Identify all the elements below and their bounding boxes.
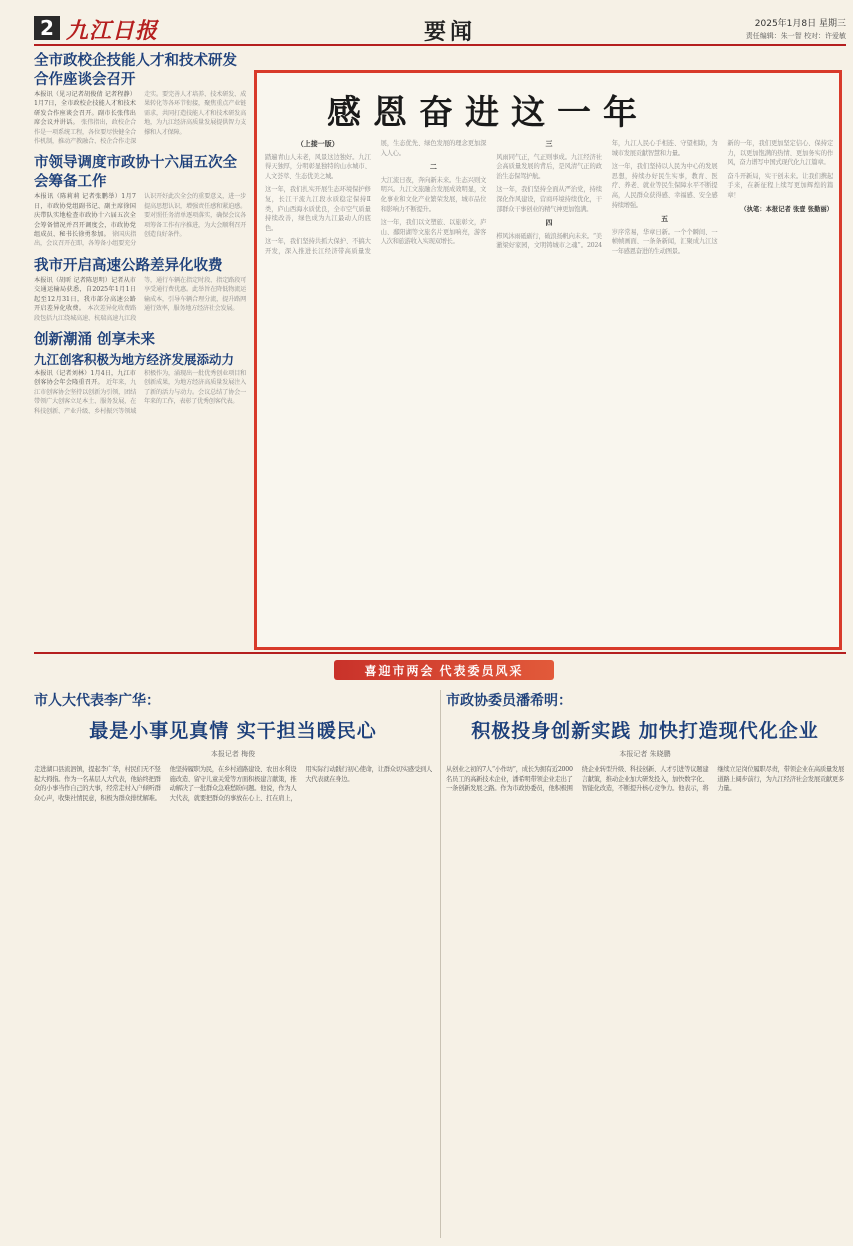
- feature-paragraph: 新的一年，我们更加坚定信心、保持定力，以更加饱满的热情、更加务实的作风，奋力谱写中国式现代化九江篇章。: [727, 140, 833, 167]
- feature-paragraph: 踏遍青山人未老，风景这边独好。九江得天独厚，分明彰显独特的山水城市、人文荟萃、生态优美之城。: [265, 153, 371, 180]
- column-divider: [440, 690, 441, 1238]
- profile-body: 从创业之初的7人“小作坊”，成长为拥有近2000名员工的高新技术企业，潘希明带领企业走出了一条创新发展之路。作为市政协委员，他积极围绕企业转型升级、科技创新、人才引进等议题建言献策，推动企业加大研发投入，加快数字化、智能化改造，不断提升核心竞争力。他表示，将继续立足岗位履职尽责，带领企业在高质量发展道路上阔步前行，为九江经济社会发展贡献更多力量。: [446, 766, 844, 793]
- news-story: [34, 52, 246, 146]
- story-body: [34, 276, 246, 323]
- feature-paragraph: 栉风沐雨砥砺行，破浪扬帆向未来。“美澈梁好家园，文明铸城市之魂”。2024年，九江人民心手相连、守望相助，为城市发展贡献智慧和力量。: [496, 140, 718, 250]
- author-credit: （执笔：本报记者 张壹 张勤丽）: [740, 205, 833, 213]
- story-text: 本次差异化收费路段包括九江绕城高速、杭瑞高速九江段等，通行车辆在指定时段、指定路段可享受通行费优惠。此举旨在降低物流运输成本，引导车辆合理分流，提升路网通行效率，服务地方经济社会发展。: [34, 276, 246, 322]
- left-news-column: [34, 52, 246, 752]
- news-story: [34, 154, 246, 248]
- feature-paragraph: 这一年，我们扎实开展生态环境保护修复，长江干流九江段水质稳定保持Ⅱ类，庐山西海水质优良，全市空气质量持续改善，绿色成为九江最动人的底色。: [265, 186, 371, 232]
- feature-article: [254, 70, 842, 650]
- profile-headline[interactable]: 积极投身创新实践 加快打造现代化企业: [471, 720, 819, 742]
- paper-name: 九江日报: [66, 18, 159, 44]
- profile-byline: 本报记者 朱晓鹏: [619, 750, 671, 758]
- profile-body: 走进湖口县流泗镇，提起李广华，村民们无不竖起大拇指。作为一名基层人大代表，他始终把群众的小事当作自己的大事，经常走村入户倾听群众心声，收集社情民意，积极为群众排忧解难。他坚持履职为民，在乡村道路建设、农田水利设施改造、留守儿童关爱等方面积极建言献策，推动解决了一批群众急难愁盼问题。他说，作为人大代表，就要把群众的事放在心上、扛在肩上，用实际行动践行初心使命，让群众切实感受到人大代表就在身边。: [34, 766, 432, 802]
- masthead: [34, 14, 846, 46]
- banner-right-text: 代表委员风采: [439, 664, 524, 678]
- story-lead: 本报讯（见习记者胡俊倩 记者程静）1月7日，全市政校企技能人才和技术研发合作座谈会召开。副市长张伟出席会议并讲话。: [34, 91, 136, 127]
- feature-paragraph: 风雨同气正，气正则事成。九江经济社会高质量发展的背后，是风清气正的政治生态保驾护航。: [496, 153, 602, 180]
- feature-paragraph: 大江流日夜，奔向新未来。生态兴则文明兴。九江文旅融合发展成效明显，文化事业和文化产业繁荣发展，城市品位和影响力不断提升。: [380, 176, 487, 213]
- deputy-profile-left: [34, 690, 432, 1240]
- story-body: [34, 192, 246, 248]
- feature-paragraph: 这一年，我们以文塑旅、以旅彰文，庐山、鄱阳湖等文旅名片更加响亮，游客人次和旅游收入实现双增长。: [380, 219, 487, 246]
- feature-paragraph: 这一年，我们坚持共抓大保护、不搞大开发，深入推进长江经济带高质量发展，生态优先、绿色发展的理念更加深入人心。: [265, 140, 487, 255]
- issue-date: 2025年1月8日 星期三: [754, 19, 846, 29]
- story-headline[interactable]: 全市政校企技能人才和技术研发合作座谈会召开: [34, 53, 237, 88]
- profile-byline: 本报记者 梅俊: [210, 750, 256, 758]
- story-body: [34, 90, 246, 146]
- story-subheadline: 九江创客积极为地方经济发展添动力: [34, 351, 235, 367]
- news-story: [34, 331, 246, 416]
- section-marker: 四: [545, 218, 553, 228]
- story-lead: 本报讯（记者刘林）1月4日，九江市创客协会年会隆重召开。: [34, 369, 136, 387]
- page-number: 2: [34, 16, 60, 40]
- story-text: 近年来，九江市创客协会坚持以创新为引领，团结带领广大创客立足本土、服务发展，在科技创新、产业升级、乡村振兴等领域积极作为，涌现出一批优秀创业项目和创新成果，为地方经济高质量发展注入了新的活力与动力。会议总结了协会一年来的工作，表彰了优秀创客代表。: [34, 369, 246, 415]
- dateline: [746, 16, 846, 41]
- section-marker: 五: [661, 214, 669, 224]
- profile-kicker: 市政协委员潘希明：: [446, 693, 572, 709]
- deputy-profile-right: [446, 690, 844, 1240]
- story-text: 张伟指出，政校企合作是一项系统工程，各位要尽快健全合作机制，推动产教融合、校企合作走深走实。要完善人才培养、技术研发、成果转化等各环节衔接，聚焦重点产业链需求，共同打造技能人才和技术研发高地，为九江经济高质量发展提供智力支撑和人才保障。: [34, 91, 246, 146]
- banner-label: [334, 660, 554, 680]
- story-text: 徐国庆指出，会议召开在即，各筹备小组要充分认识开好此次全会的重要意义，进一步提高思想认识，增强责任感和紧迫感。要对照任务清单逐项落实，确保会议各项筹备工作有序推进，为大会顺利召开创造良好条件。: [34, 193, 246, 248]
- section-marker: （上接一版）: [296, 139, 339, 148]
- section-marker: 三: [545, 139, 553, 148]
- news-story: [34, 257, 246, 323]
- story-headline[interactable]: 创新潮涌 创享未来: [34, 331, 156, 348]
- feature-paragraph: 奋斗开新局，实干创未来。让我们携起手来，在新征程上续写更加辉煌的篇章！: [727, 172, 833, 199]
- feature-paragraph: 这一年，我们坚持以人民为中心的发展思想，持续办好民生实事，教育、医疗、养老、就业等民生保障水平不断提高，人民群众获得感、幸福感、安全感持续增强。: [611, 163, 718, 209]
- section-title: 要闻: [424, 19, 477, 45]
- profile-headline[interactable]: 最是小事见真情 实干担当暖民心: [89, 720, 377, 742]
- feature-body: [265, 139, 833, 639]
- story-lead: 本报讯（陈莉莉 记者张鹏举）1月7日，市政协党组副书记、副主席徐国庆带队实地检查市政协十六届五次全会筹备情况并召开调度会，市政协党组成员、秘书长徐勇参加。: [34, 193, 136, 239]
- section-banner: [34, 652, 846, 682]
- story-lead: 本报讯（胡昕 记者陈思明）记者从市交通运输局获悉，自2025年1月1日起至12月31日，我市部分高速公路开启差异化收费。: [34, 276, 136, 313]
- story-headline[interactable]: 我市开启高速公路差异化收费: [34, 257, 223, 274]
- feature-paragraph: 岁序常易，华章日新。一个个瞬间、一帧帧画面、一条条新闻，汇聚成九江这一年感恩奋进的生动图景。: [611, 228, 718, 255]
- story-body: [34, 369, 246, 416]
- feature-paragraph: 这一年，我们坚持全面从严治党，持续深化作风建设，营商环境持续优化，干部群众干事创业的精气神更加饱满。: [496, 186, 602, 213]
- section-marker: 二: [429, 162, 437, 172]
- editor-credits: 责任编辑：朱一智 校对：许爱敏: [745, 32, 846, 40]
- story-headline[interactable]: 市领导调度市政协十六届五次全会筹备工作: [34, 155, 237, 191]
- profile-kicker: 市人大代表李广华：: [34, 693, 160, 709]
- feature-title[interactable]: 感恩奋进这一年: [327, 93, 649, 133]
- banner-left-text: 喜迎市两会: [364, 664, 435, 678]
